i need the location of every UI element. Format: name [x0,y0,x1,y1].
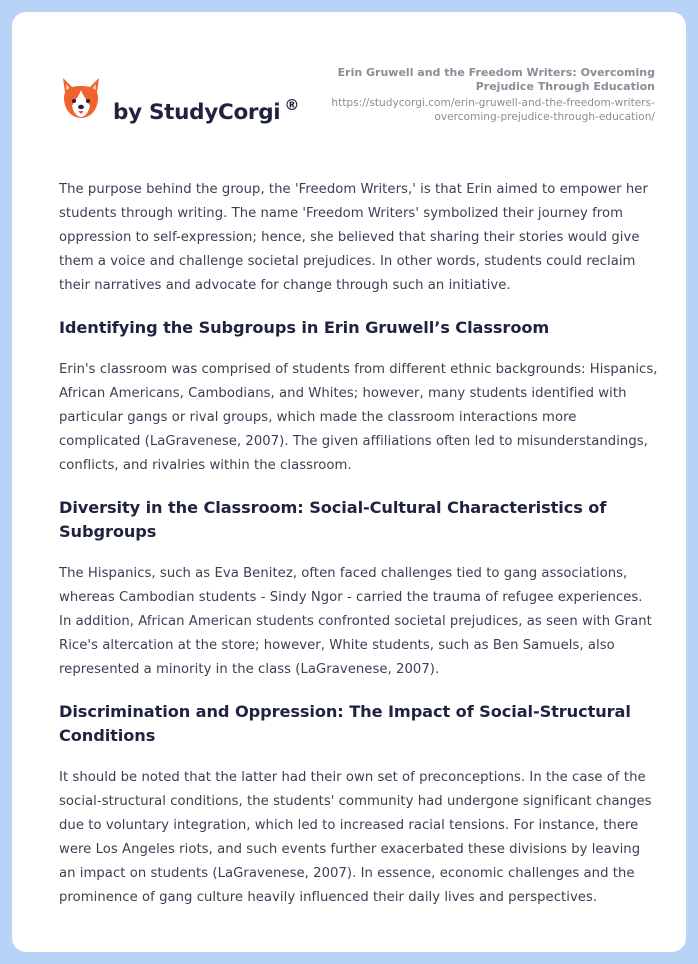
paragraph-3: The Hispanics, such as Eva Benitez, often faced challenges tied to gang associations, whereas Cambodian students - Sindy Ngor - carried the trauma of refugee experiences. In addition, African American students confronted societal prejudices, as seen with Grant Rice's altercation at the store; however, White students, such as Ben Samuels, also represented a minority in the class (LaGravenese, 2007). [59,566,652,677]
paragraph-4: It should be noted that the latter had their own set of preconceptions. In the case of the social-structural conditions, the students' community had undergone significant changes due to voluntary integration, which led to increased racial tensions. For instance, there were Los Angeles riots, and such events further exacerbated these divisions by leaving an impact on students (LaGravenese, 2007). In essence, economic challenges and the prominence of gang culture heavily influenced their daily lives and perspectives. [59,770,652,905]
heading-discrimination: Discrimination and Oppression: The Impact of Social-Structural Conditions [59,702,631,745]
paragraph-2: Erin's classroom was comprised of students from different ethnic backgrounds: Hispanics, African Americans, Cambodians, and Whites; however, many students identified with particular gangs or rival groups, which made the classroom interactions more complicated (LaGravenese, 2007). The given affiliations often led to misunderstandings, conflicts, and rivalries within the classroom. [59,362,658,473]
document-page [12,12,686,952]
document-url[interactable]: https://studycorgi.com/erin-gruwell-and-the-freedom-writers-overcoming-prejudice-through-education/ [331,97,655,123]
registered-mark: ® [284,96,300,114]
brand-text: by StudyCorgi [113,100,281,125]
heading-diversity: Diversity in the Classroom: Social-Cultural Characteristics of Subgroups [59,498,607,541]
page-header [12,12,686,162]
paragraph-1: The purpose behind the group, the 'Freedom Writers,' is that Erin aimed to empower her students through writing. The name 'Freedom Writers' symbolized their journey from oppression to self-expression; hence, she believed that sharing their stories would give them a voice and challenge societal prejudices. In other words, students could reclaim their narratives and advocate for change through such an initiative. [59,182,648,293]
corgi-logo-icon [60,76,102,122]
document-meta [325,66,655,124]
document-body [59,178,659,910]
heading-subgroups: Identifying the Subgroups in Erin Gruwell’s Classroom [59,318,550,337]
document-title: Erin Gruwell and the Freedom Writers: Overcoming Prejudice Through Education [337,66,655,93]
brand-name[interactable] [113,96,299,125]
